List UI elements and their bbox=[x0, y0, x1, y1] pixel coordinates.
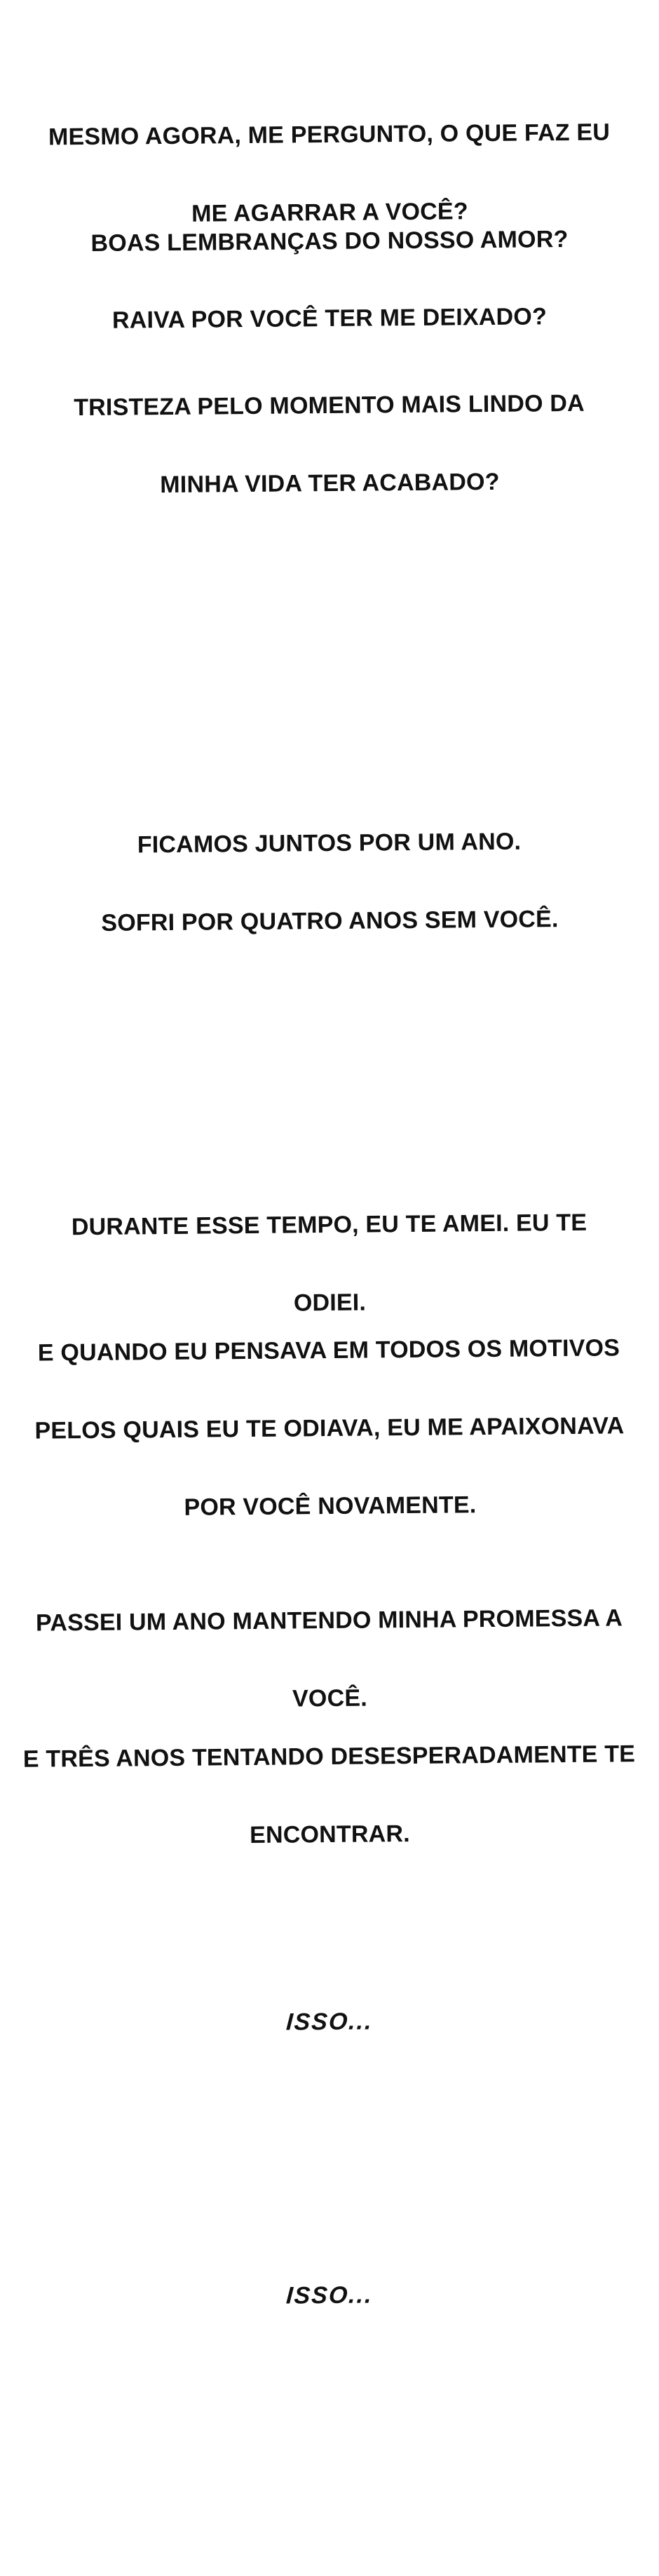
narration-line: MESMO AGORA, ME PERGUNTO, O QUE FAZ EU bbox=[48, 119, 611, 151]
narration-block-11 bbox=[0, 2228, 659, 2363]
narration-line: E TRÊS ANOS TENTANDO DESESPERADAMENTE TE bbox=[22, 1740, 636, 1773]
narration-line: MINHA VIDA TER ACABADO? bbox=[160, 468, 500, 499]
narration-line: VOCÊ. bbox=[292, 1684, 368, 1712]
narration-line: POR VOCÊ NOVAMENTE. bbox=[184, 1491, 477, 1521]
narration-line: BOAS LEMBRANÇAS DO NOSSO AMOR? bbox=[90, 226, 569, 257]
narration-line: SOFRI POR QUATRO ANOS SEM VOCÊ. bbox=[101, 906, 559, 937]
narration-line: ME AGARRAR A VOCÊ? bbox=[191, 198, 468, 227]
narration-block-7 bbox=[0, 1283, 659, 1574]
narration-line: ISSO... bbox=[285, 2008, 374, 2036]
narration-line: DURANTE ESSE TEMPO, EU TE AMEI. EU TE bbox=[71, 1209, 587, 1241]
narration-line: E QUANDO EU PENSAVA EM TODOS OS MOTIVOS bbox=[37, 1334, 620, 1367]
narration-line: ODIEI. bbox=[293, 1289, 367, 1317]
narration-line: RAIVA POR VOCÊ TER ME DEIXADO? bbox=[111, 303, 548, 334]
narration-block-5 bbox=[0, 776, 659, 989]
narration-line: FICAMOS JUNTOS POR UM ANO. bbox=[137, 828, 522, 859]
narration-line: TRISTEZA PELO MOMENTO MAIS LINDO DA bbox=[74, 389, 585, 422]
narration-line: PELOS QUAIS EU TE ODIAVA, EU ME APAIXONAVA bbox=[34, 1412, 625, 1444]
narration-line: PASSEI UM ANO MANTENDO MINHA PROMESSA A bbox=[35, 1604, 623, 1637]
narration-line: ENCONTRAR. bbox=[249, 1820, 410, 1849]
narration-line: ISSO... bbox=[285, 2281, 374, 2309]
narration-block-9 bbox=[0, 1689, 659, 1903]
narration-block-10 bbox=[0, 1954, 659, 2090]
narration-block-4 bbox=[0, 338, 659, 551]
